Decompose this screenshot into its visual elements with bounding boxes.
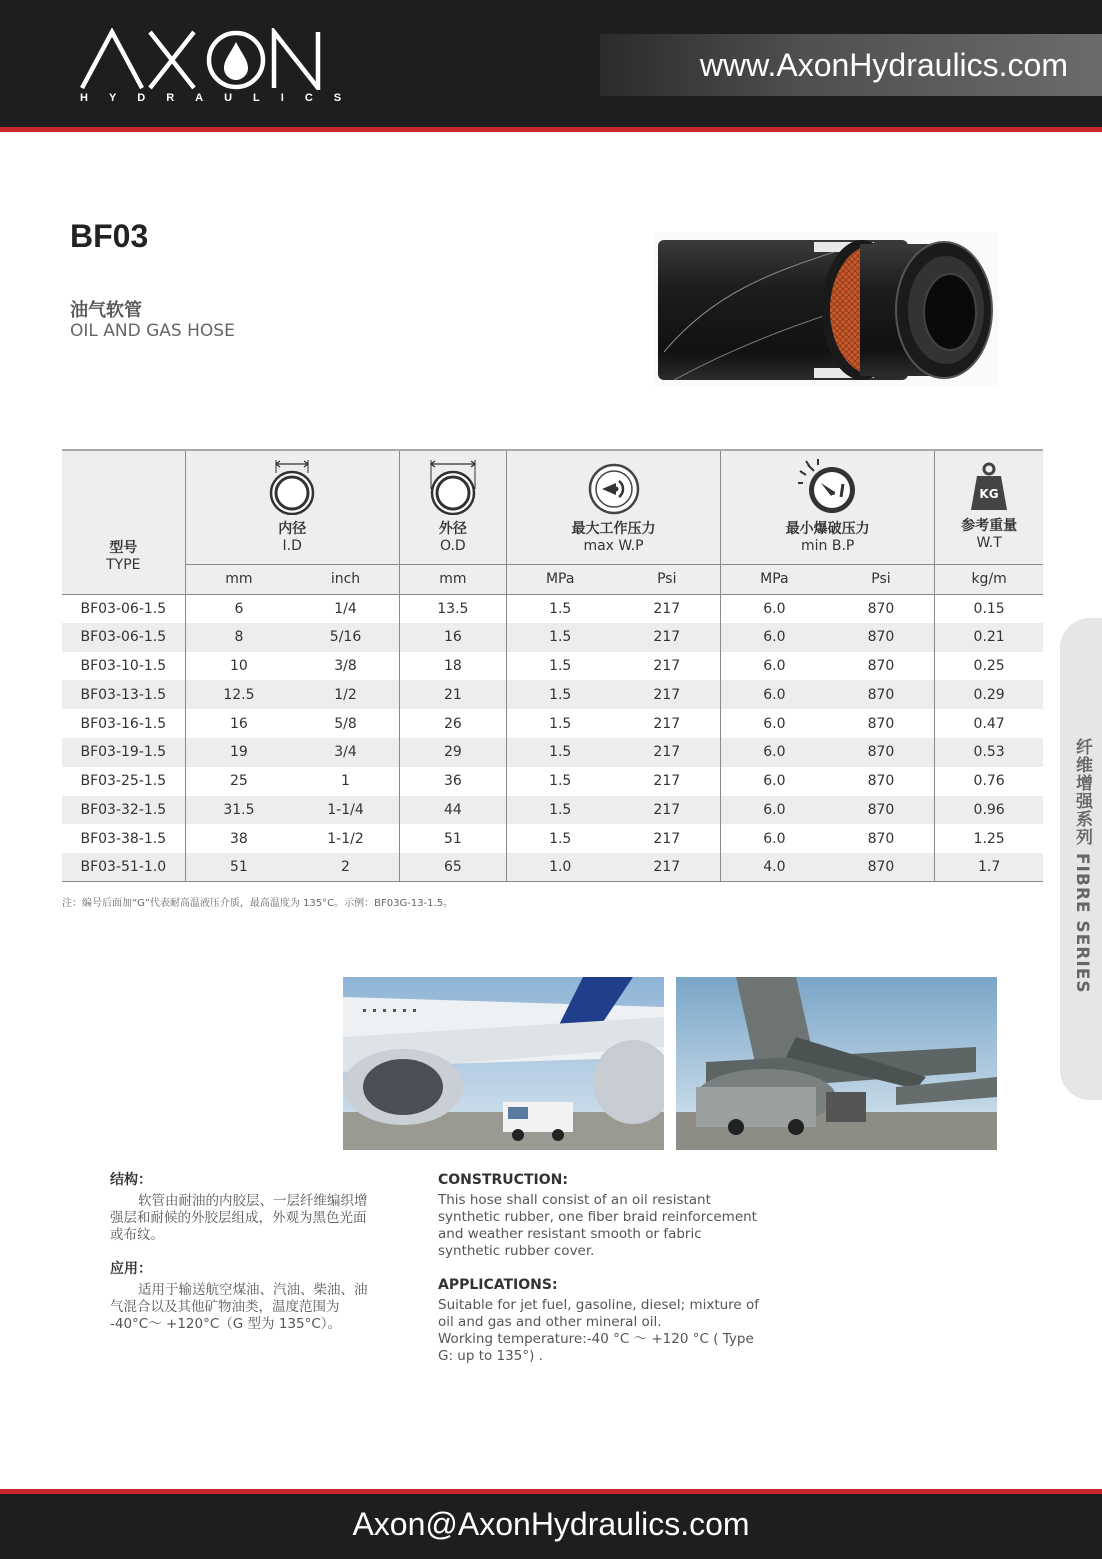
cell-type: BF03-06-1.5 xyxy=(62,623,185,652)
id-header-cn: 内径 xyxy=(278,521,307,538)
cell-wp-psi: 217 xyxy=(653,657,681,674)
construction-cn-heading: 结构： xyxy=(110,1172,152,1188)
cell-id-mm: 16 xyxy=(185,709,292,738)
applications-en-temp: Working temperature:-40 °C ～ +120 °C ( Type G: up to 135°) . xyxy=(438,1331,754,1364)
construction-en-heading: CONSTRUCTION: xyxy=(438,1172,568,1188)
cell-type: BF03-38-1.5 xyxy=(80,830,167,847)
cell-wp-mpa: 1.5 xyxy=(506,594,613,623)
axon-logo-mark xyxy=(78,28,328,90)
cell-type: BF03-10-1.5 xyxy=(80,657,167,674)
cell-wt-kgm: 0.29 xyxy=(935,680,1043,709)
cell-id-inch: 1-1/2 xyxy=(327,830,364,847)
cell-bp-mpa: 6.0 xyxy=(721,796,828,825)
cell-bp-mpa: 6.0 xyxy=(721,594,828,623)
cell-bp-mpa: 6.0 xyxy=(721,709,828,738)
cell-wt-kgm: 0.21 xyxy=(935,623,1043,652)
cell-id-inch: 2 xyxy=(292,853,399,882)
unit-wp-psi: Psi xyxy=(614,564,721,594)
cell-wp-mpa: 1.5 xyxy=(506,824,613,853)
cell-bp-mpa: 6.0 xyxy=(721,652,828,681)
table-row xyxy=(62,853,1043,882)
cell-wp-psi: 217 xyxy=(653,715,681,732)
cell-wp-psi: 217 xyxy=(614,853,721,882)
type-header-en: TYPE xyxy=(106,557,141,574)
applications-en-text: Suitable for jet fuel, gasoline, diesel; mixture of oil and gas and other mineral oil. xyxy=(438,1297,760,1330)
applications-en-heading: APPLICATIONS: xyxy=(438,1277,558,1293)
cell-wp-mpa: 1.5 xyxy=(506,623,613,652)
cell-wp-psi: 217 xyxy=(614,680,721,709)
cell-id-mm: 51 xyxy=(185,853,292,882)
cell-od-mm: 36 xyxy=(399,767,506,796)
cell-id-inch: 3/4 xyxy=(292,738,399,767)
cell-od-mm: 51 xyxy=(399,824,506,853)
cell-id-inch: 5/8 xyxy=(334,715,357,732)
cell-wp-psi: 217 xyxy=(614,623,721,652)
cell-bp-mpa: 6.0 xyxy=(721,738,828,767)
cell-bp-mpa: 6.0 xyxy=(721,680,828,709)
cell-id-mm: 8 xyxy=(185,623,292,652)
wp-header xyxy=(506,450,720,564)
cell-type: BF03-19-1.5 xyxy=(62,738,185,767)
cell-bp-psi: 870 xyxy=(867,830,895,847)
cell-wp-mpa: 1.5 xyxy=(506,680,613,709)
unit-wt-kgm: kg/m xyxy=(935,564,1043,594)
inner-diameter-icon xyxy=(267,459,317,515)
cell-bp-mpa: 6.0 xyxy=(721,824,828,853)
cell-bp-psi: 870 xyxy=(828,738,935,767)
cell-id-mm: 25 xyxy=(185,767,292,796)
cell-bp-mpa: 4.0 xyxy=(721,853,828,882)
cell-wp-psi: 217 xyxy=(653,600,681,617)
pressure-gauge-icon xyxy=(586,459,642,515)
od-header-en: O.D xyxy=(440,538,466,555)
applications-cn xyxy=(110,1261,370,1333)
cell-wp-mpa: 1.5 xyxy=(506,738,613,767)
cell-od-mm: 16 xyxy=(399,623,506,652)
table-row xyxy=(62,623,1043,652)
cell-wt-kgm: 0.76 xyxy=(935,767,1043,796)
table-row xyxy=(62,738,1043,767)
applications-cn-text: 适用于输送航空煤油、汽油、柴油、油气混合以及其他矿物油类，温度范围为 -40°C～ +120°C（G 型为 135°C）。 xyxy=(110,1282,368,1332)
cell-type: BF03-06-1.5 xyxy=(80,600,167,617)
cell-type: BF03-25-1.5 xyxy=(80,773,167,790)
cell-od-mm: 21 xyxy=(399,680,506,709)
type-header xyxy=(62,450,185,594)
unit-od-mm: mm xyxy=(399,564,506,594)
product-name-cn: 油气软管 xyxy=(70,300,142,321)
airliner-photo xyxy=(343,977,664,1150)
cell-id-mm: 19 xyxy=(185,738,292,767)
website-url[interactable]: www.AxonHydraulics.com xyxy=(699,47,1068,83)
cell-bp-psi: 870 xyxy=(828,623,935,652)
cell-wp-psi: 217 xyxy=(614,796,721,825)
cell-wp-psi: 217 xyxy=(653,773,681,790)
cell-od-mm: 65 xyxy=(399,853,506,882)
cell-wp-psi: 217 xyxy=(614,738,721,767)
unit-id-inch: inch xyxy=(292,564,399,594)
cell-wt-kgm: 0.25 xyxy=(935,652,1043,681)
spec-table-body xyxy=(62,594,1043,882)
cell-wp-mpa: 1.5 xyxy=(506,652,613,681)
page-header xyxy=(0,0,1102,132)
cell-wt-kgm: 0.47 xyxy=(935,709,1043,738)
burst-gauge-icon xyxy=(798,459,858,515)
weight-icon-label: KG xyxy=(979,487,999,502)
military-aircraft-photo xyxy=(676,977,997,1150)
cell-wt-kgm: 1.7 xyxy=(935,853,1043,882)
cell-od-mm: 29 xyxy=(399,738,506,767)
series-side-tab xyxy=(1060,618,1102,1100)
unit-bp-psi: Psi xyxy=(828,564,935,594)
spec-table xyxy=(62,449,1043,882)
cell-wp-psi: 217 xyxy=(653,830,681,847)
cell-od-mm: 44 xyxy=(399,796,506,825)
logo-subtitle: HYDRAULICS xyxy=(80,92,363,104)
outer-diameter-icon xyxy=(428,459,478,515)
bp-header xyxy=(721,450,935,564)
cell-wt-kgm: 0.15 xyxy=(935,594,1043,623)
hose-image xyxy=(654,232,998,386)
id-header xyxy=(185,450,399,564)
cell-wt-kgm: 0.53 xyxy=(935,738,1043,767)
cell-od-mm: 13.5 xyxy=(399,594,506,623)
wt-header xyxy=(935,450,1043,564)
table-row xyxy=(62,767,1043,796)
cell-id-inch: 1 xyxy=(341,773,350,790)
cell-id-inch: 1/4 xyxy=(334,600,357,617)
table-row xyxy=(62,709,1043,738)
unit-wp-mpa: MPa xyxy=(506,564,613,594)
cell-wp-mpa: 1.5 xyxy=(506,767,613,796)
cell-type: BF03-32-1.5 xyxy=(62,796,185,825)
wt-header-en: W.T xyxy=(976,535,1002,552)
cell-wp-mpa: 1.0 xyxy=(506,853,613,882)
cell-od-mm: 26 xyxy=(399,709,506,738)
table-note: 注：编号后面加“G”代表耐高温液压介质，最高温度为 135°C。示例：BF03G-13-1.5。 xyxy=(62,898,454,909)
applications-cn-heading: 应用： xyxy=(110,1261,152,1277)
cell-id-mm: 6 xyxy=(185,594,292,623)
cell-id-inch: 3/8 xyxy=(334,657,357,674)
applications-en xyxy=(438,1277,768,1365)
cell-bp-psi: 870 xyxy=(867,773,895,790)
id-header-en: I.D xyxy=(282,538,302,555)
cell-id-inch: 1-1/4 xyxy=(292,796,399,825)
series-side-tab-label: 纤维增强系列 FIBRE SERIES xyxy=(1072,738,1092,994)
header-accent-line xyxy=(0,127,1102,132)
cell-id-inch: 1/2 xyxy=(292,680,399,709)
page-footer xyxy=(0,1489,1102,1559)
table-row xyxy=(62,594,1043,623)
cell-id-mm: 12.5 xyxy=(185,680,292,709)
table-row xyxy=(62,680,1043,709)
cell-id-inch: 5/16 xyxy=(292,623,399,652)
table-row xyxy=(62,796,1043,825)
unit-id-mm: mm xyxy=(185,564,292,594)
cell-id-mm: 10 xyxy=(185,652,292,681)
cell-type: BF03-13-1.5 xyxy=(62,680,185,709)
table-row xyxy=(62,824,1043,853)
table-row xyxy=(62,652,1043,681)
cell-wp-mpa: 1.5 xyxy=(506,709,613,738)
construction-cn xyxy=(110,1172,370,1244)
cell-id-mm: 31.5 xyxy=(185,796,292,825)
od-header-cn: 外径 xyxy=(438,521,467,538)
footer-accent-line xyxy=(0,1489,1102,1494)
cell-wt-kgm: 0.96 xyxy=(935,796,1043,825)
cell-bp-mpa: 6.0 xyxy=(721,767,828,796)
bp-header-cn: 最小爆破压力 xyxy=(785,521,870,538)
type-header-cn: 型号 xyxy=(109,540,138,557)
cell-bp-psi: 870 xyxy=(828,680,935,709)
cell-wt-kgm: 1.25 xyxy=(935,824,1043,853)
cell-bp-psi: 870 xyxy=(867,715,895,732)
website-band xyxy=(600,34,1102,96)
footer-email[interactable]: Axon@AxonHydraulics.com xyxy=(352,1506,750,1542)
weight-icon xyxy=(969,462,1009,512)
construction-en-text: This hose shall consist of an oil resistant synthetic rubber, one fiber braid reinforcement and weather resistant smooth or fabric synthetic rubber cover. xyxy=(438,1192,757,1259)
cell-bp-psi: 870 xyxy=(828,796,935,825)
cell-bp-psi: 870 xyxy=(867,600,895,617)
wt-header-cn: 参考重量 xyxy=(961,518,1018,535)
cell-id-mm: 38 xyxy=(185,824,292,853)
unit-bp-mpa: MPa xyxy=(721,564,828,594)
cell-wp-mpa: 1.5 xyxy=(506,796,613,825)
product-name-en: OIL AND GAS HOSE xyxy=(70,321,235,341)
wp-header-en: max W.P xyxy=(583,538,644,555)
cell-bp-psi: 870 xyxy=(867,657,895,674)
cell-type: BF03-16-1.5 xyxy=(80,715,167,732)
product-model: BF03 xyxy=(70,218,149,254)
construction-cn-text: 软管由耐油的内胶层、一层纤维编织增强层和耐候的外胶层组成，外观为黑色光面或布纹。 xyxy=(110,1193,368,1243)
od-header xyxy=(399,450,506,564)
bp-header-en: min B.P xyxy=(801,538,855,555)
cell-bp-mpa: 6.0 xyxy=(721,623,828,652)
cell-bp-psi: 870 xyxy=(828,853,935,882)
construction-en xyxy=(438,1172,768,1260)
cell-od-mm: 18 xyxy=(399,652,506,681)
cell-type: BF03-51-1.0 xyxy=(62,853,185,882)
axon-logo xyxy=(78,28,363,110)
wp-header-cn: 最大工作压力 xyxy=(571,521,656,538)
